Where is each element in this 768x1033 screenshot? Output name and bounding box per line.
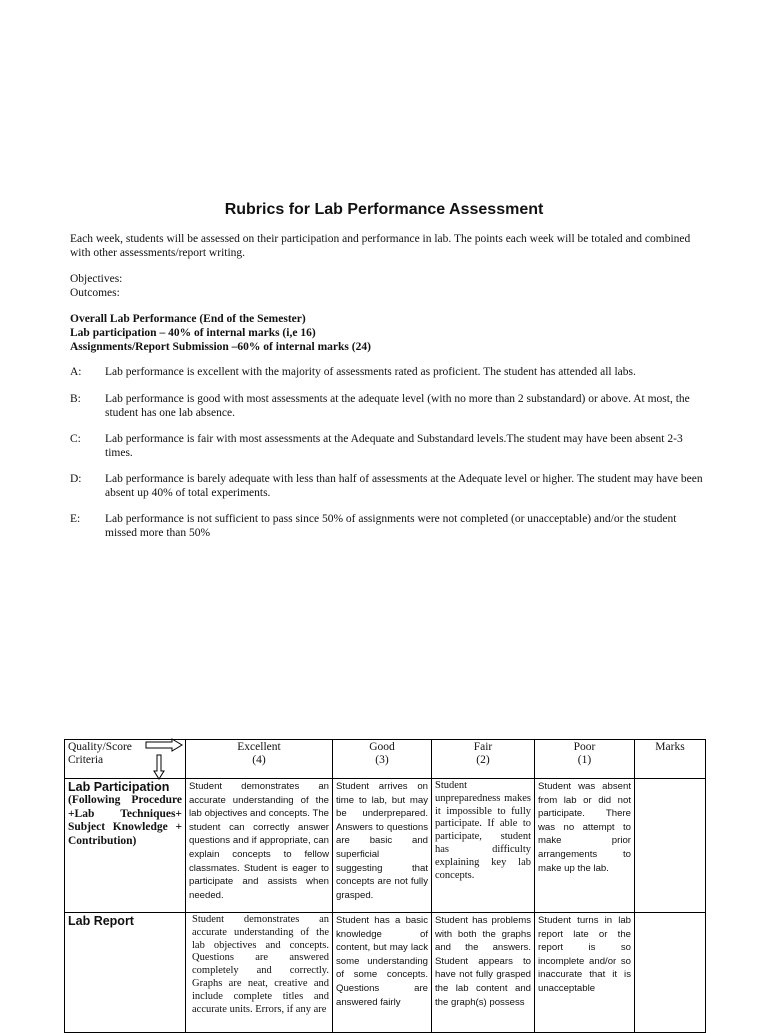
grade-description: Lab performance is barely adequate with less than half of assessments at the Adequate level or higher. The student may have been absent up 40% of total experiments.	[105, 473, 703, 499]
excellent-header	[186, 740, 333, 779]
fair-label: Fair	[473, 741, 493, 753]
grade-letter: B:	[70, 393, 81, 405]
objectives-label: Objectives:	[70, 273, 123, 285]
good-header	[333, 740, 432, 779]
fair-score: (2)	[476, 754, 490, 766]
grade-letter: E:	[70, 513, 81, 525]
grade-description: Lab performance is not sufficient to pass since 50% of assignments were not completed (or unacceptable) and/or the student missed more than 50%	[105, 513, 677, 539]
overall-performance-block	[70, 312, 371, 354]
marks-header	[635, 740, 706, 779]
grade-description: Lab performance is fair with most assessments at the Adequate and Substandard levels.The student may have been absent 2-3 times.	[105, 433, 683, 459]
grade-letter: C:	[70, 433, 81, 445]
quality-score-label: Quality/Score	[68, 741, 132, 753]
arrow-down-icon	[153, 754, 165, 780]
grade-letter: A:	[70, 366, 82, 378]
fair-cell: Student has problems with both the graphs and the answers. Student appears to have not fully grasped the lab content and the graph(s) possess	[432, 913, 535, 1033]
excellent-cell: Student demonstrates an accurate understanding of the lab objectives and concepts. The student can correctly answer questions and if appropriate, can explain concepts to fellow classmates. Student is eager to participate and assists when needed.	[186, 779, 333, 913]
grade-letter: D:	[70, 473, 82, 485]
rubric-table	[64, 739, 706, 1033]
lab-participation-weight: Lab participation – 40% of internal marks (i,e 16)	[70, 327, 316, 339]
good-cell: Student arrives on time to lab, but may be underprepared. Answers to questions are basic and superficial suggesting that concepts are not fully grasped.	[333, 779, 432, 913]
criteria-cell	[65, 779, 186, 913]
marks-cell	[635, 779, 706, 913]
criteria-name: Lab Participation	[68, 780, 170, 794]
excellent-score: (4)	[252, 754, 266, 766]
marks-cell	[635, 913, 706, 1033]
page-title: Rubrics for Lab Performance Assessment	[224, 201, 544, 218]
criteria-name: Lab Report	[68, 914, 134, 928]
poor-label: Poor	[573, 741, 596, 753]
fair-header	[432, 740, 535, 779]
criteria-subtitle: (Following Procedure +Lab Techniques+ Subject Knowledge + Contribution)	[68, 794, 182, 847]
poor-header	[535, 740, 635, 779]
poor-cell: Student turns in lab report late or the report is so incomplete and/or so inaccurate that it is unacceptable	[535, 913, 635, 1033]
excellent-cell: Student demonstrates an accurate understanding of the lab objectives and concepts. Questions are answered completely and correctly. Graphs are neat, creative and include complete titles and accurate units. Errors, if any are	[186, 913, 333, 1033]
poor-score: (1)	[577, 754, 592, 766]
good-label: Good	[369, 741, 395, 753]
quality-criteria-header	[65, 740, 186, 779]
marks-label: Marks	[655, 741, 685, 753]
overall-heading: Overall Lab Performance (End of the Semester)	[70, 313, 306, 325]
criteria-label: Criteria	[68, 754, 104, 766]
poor-cell: Student was absent from lab or did not participate. There was no attempt to make prior arrangements to make up the lab.	[535, 779, 635, 913]
arrow-right-icon	[145, 738, 183, 752]
good-score: (3)	[375, 754, 389, 766]
fair-cell: Student unpreparedness makes it impossible to fully participate. If able to participate, student has difficulty explaining key lab concepts.	[432, 779, 535, 913]
grade-description: Lab performance is good with most assessments at the adequate level (with no more than 2 substandard) or above. At most, the student has one lab absence.	[105, 393, 690, 419]
table-row	[65, 779, 706, 913]
table-row	[65, 913, 706, 1033]
outcomes-label: Outcomes:	[70, 287, 120, 299]
excellent-label: Excellent	[237, 741, 281, 753]
table-header-row	[65, 740, 706, 779]
good-cell: Student has a basic knowledge of content, but may lack some understanding of some concepts. Questions are answered fairly	[333, 913, 432, 1033]
criteria-cell	[65, 913, 186, 1033]
grade-description: Lab performance is excellent with the majority of assessments rated as proficient. The student has attended all labs.	[105, 366, 636, 378]
assignments-weight: Assignments/Report Submission –60% of internal marks (24)	[70, 341, 371, 353]
intro-paragraph: Each week, students will be assessed on their participation and performance in lab. The points each week will be totaled and combined with other assessments/report writing.	[70, 233, 691, 259]
